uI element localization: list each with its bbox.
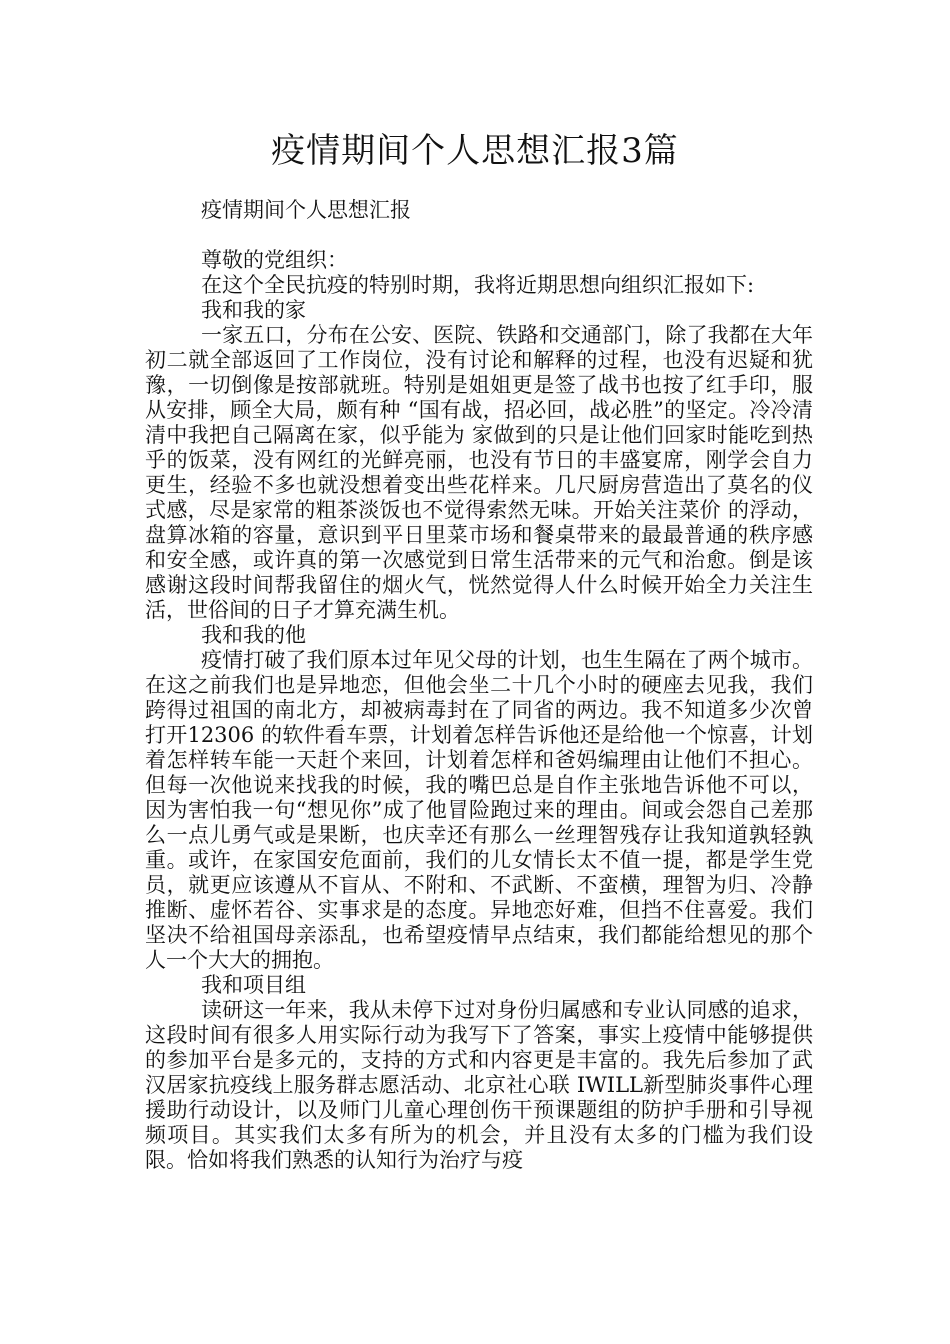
section-body-partner: 疫情打破了我们原本过年见父母的计划，也生生隔在了两个城市。在这之前我们也是异地恋，但他会坐二十几个小时的硬座去见我，我们跨得过祖国的南北方，却被病毒封在了同省的两边。我不知道多少次曾打开12306 的软件看车票，计划着怎样告诉他还是给他一个惊喜，计划着怎样转车能一天赶个来回，计划着怎样和爸妈编理由让他们不担心。但每一次他说来找我的时候，我的嘴巴总是自作主张地告诉他不可以，因为害怕我一句“想见你”成了他冒险跑过来的理由。间或会怨自己差那么一点儿勇气或是果断，也庆幸还有那么一丝理智残存让我知道孰轻孰重。或许，在家国安危面前，我们的儿女情长太不值一提，都是学生党员，就更应该遵从不盲从、不附和、不武断、不蛮横，理智为归、冷静推断、虚怀若谷、实事求是的态度。异地恋好难，但挡不住喜爱。我们坚决不给祖国母亲添乱，也希望疫情早点结束，我们都能给想见的那个人一个大大的拥抱。 bbox=[145, 648, 813, 972]
salutation: 尊敬的党组织： bbox=[201, 248, 348, 272]
section-heading-partner: 我和我的他 bbox=[201, 623, 306, 647]
intro-paragraph: 在这个全民抗疫的特别时期，我将近期思想向组织汇报如下: bbox=[201, 273, 755, 297]
section-body-project: 读研这一年来，我从未停下过对身份归属感和专业认同感的追求，这段时间有很多人用实际行动为我写下了答案，事实上疫情中能够提供的参加平台是多元的，支持的方式和内容更是丰富的。我先后参加了武汉居家抗疫线上服务群志愿活动、北京社心联 IWILL新型肺炎事件心理援助行动设计，以及师门儿童心理创伤干预课题组的防护手册和引导视频项目。其实我们太多有所为的机会，并且没有太多的门槛为我们设限。恰如将我们熟悉的认知行为治疗与疫 bbox=[145, 998, 813, 1172]
document-subtitle: 疫情期间个人思想汇报 bbox=[201, 198, 411, 222]
document-body bbox=[145, 198, 813, 1173]
document-title: 疫情期间个人思想汇报3篇 bbox=[271, 131, 679, 171]
section-body-family: 一家五口，分布在公安、医院、铁路和交通部门，除了我都在大年初二就全部返回了工作岗位，没有讨论和解释的过程，也没有迟疑和犹豫，一切倒像是按部就班。特别是姐姐更是签了战书也按了红手印，服从安排，顾全大局，颇有种 “国有战，招必回，战必胜”的坚定。冷冷清清中我把自己隔离在家，似乎能为 家做到的只是让他们回家时能吃到热乎的饭菜，没有网红的光鲜亮丽，也没有节日的丰盛宴席，刚学会自力更生，经验不多也就没想着变出些花样来。几尺厨房营造出了莫名的仪式感，尽是家常的粗茶淡饭也不觉得索然无味。开始关注菜价 的浮动，盘算冰箱的容量，意识到平日里菜市场和餐桌带来的最最普通的秩序感和安全感，或许真的第一次感觉到日常生活带来的元气和治愈。倒是该感谢这段时间帮我留住的烟火气，恍然觉得人什么时候开始全力关注生活，世俗间的日子才算充满生机。 bbox=[145, 323, 813, 622]
section-heading-family: 我和我的家 bbox=[201, 298, 306, 322]
section-heading-project: 我和项目组 bbox=[201, 973, 306, 997]
